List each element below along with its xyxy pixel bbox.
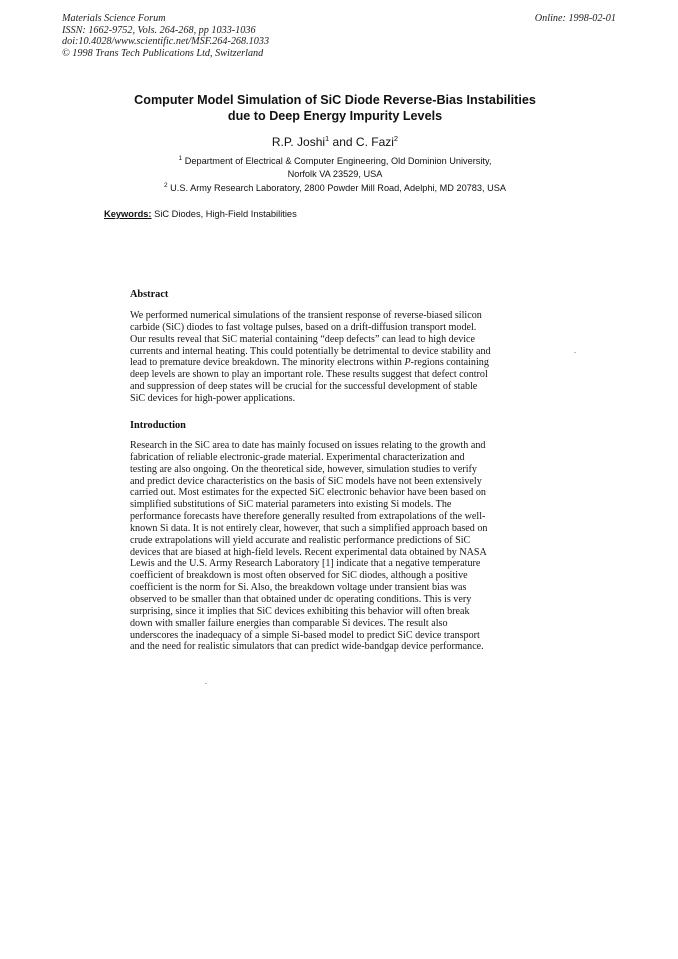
text-line: underscores the inadequacy of a simple Si-based model to predict SiC device transport <box>130 629 480 641</box>
text-line: We performed numerical simulations of the transient response of reverse-biased silicon <box>130 310 482 321</box>
text-line: performance forecasts have therefore generally resulted from extrapolations of the well- <box>130 511 486 523</box>
text-line: testing are also ongoing. On the theoretical side, however, simulation studies to verify <box>130 463 477 475</box>
affiliation-text: Norfolk VA 23529, USA <box>287 168 383 179</box>
keywords-label: Keywords: <box>104 209 152 219</box>
affiliation-mark: 2 <box>163 182 168 189</box>
affiliation-mark: 2 <box>393 134 399 143</box>
text-line: carbide (SiC) diodes to fast voltage pulses, based on a drift-diffusion transport model. <box>130 321 477 333</box>
introduction-heading: Introduction <box>130 420 186 431</box>
author-connector: and <box>329 135 356 149</box>
copyright-line: © 1998 Trans Tech Publications Ltd, Switzerland <box>62 47 264 59</box>
abstract-body <box>130 310 491 405</box>
keywords-line <box>104 208 297 220</box>
affiliation-1 <box>100 155 570 180</box>
affiliation-mark: 1 <box>178 155 183 162</box>
text-line: devices that are biased at high-field levels. Recent experimental data obtained by NASA <box>130 546 487 558</box>
text-line: known Si data. It is not entirely clear, however, that such a simplified approach based on <box>130 522 488 534</box>
text-line: SiC devices for high-power applications. <box>130 392 296 404</box>
author-name: R.P. Joshi <box>271 135 326 149</box>
affiliation-text: Department of Electrical & Computer Engineering, Old Dominion University, <box>182 156 492 166</box>
text-line: simplified substitutions of SiC material parameters into existing Si models. The <box>130 499 452 511</box>
text-line: observed to be smaller than that obtained under dc operating conditions. This is very <box>130 593 472 605</box>
author-list <box>100 135 570 150</box>
keywords-text: SiC Diodes, High-Field Instabilities <box>151 209 297 219</box>
issn-line: ISSN: 1662-9752, Vols. 264-268, pp 1033-1036 <box>62 24 256 36</box>
title-line-2: due to Deep Energy Impurity Levels <box>227 108 443 123</box>
text-line: Research in the SiC area to date has mainly focused on issues relating to the growth and <box>130 440 486 451</box>
text-line: currents and internal heating. This could potentially be detrimental to device stability and <box>130 345 491 357</box>
text-line: carried out. Most estimates for the expected SiC electronic behavior have been based on <box>130 487 486 499</box>
text-line: surprising, since it implies that SiC devices exhibiting this behavior will often break <box>130 605 470 617</box>
text-line: and the need for realistic simulators that can predict wide-bandgap device performance. <box>130 641 484 653</box>
affiliation-text: U.S. Army Research Laboratory, 2800 Powder Mill Road, Adelphi, MD 20783, USA <box>167 183 507 193</box>
text-line: coefficient is the norm for Si. Also, the breakdown voltage under transient bias was <box>130 582 467 594</box>
text-line: and suppression of deep states will be crucial for the successful development of stable <box>130 381 478 393</box>
text-line: Lewis and the U.S. Army Research Laboratory [1] indicate that a negative temperature <box>130 558 481 570</box>
scan-speck <box>205 683 207 684</box>
italic-symbol: P <box>404 357 411 369</box>
journal-name: Materials Science Forum <box>62 13 166 24</box>
text-line: crude extrapolations will yield accurate and realistic performance predictions of SiC <box>130 534 471 546</box>
doi-line[interactable]: doi:10.4028/www.scientific.net/MSF.264-268.1033 <box>62 36 270 47</box>
text-line: Our results reveal that SiC material containing “deep defects” can lead to high device <box>130 333 476 345</box>
abstract-heading: Abstract <box>130 289 169 300</box>
text-line: fabrication of reliable electronic-grade material. Experimental characterization and <box>130 451 465 463</box>
title-line-1: Computer Model Simulation of SiC Diode Reverse-Bias Instabilities <box>134 93 536 107</box>
text-line: deep levels are shown to play an important role. These results suggest that defect control <box>130 369 488 381</box>
text-line: down with smaller failure energies than comparable Si devices. The result also <box>130 617 448 629</box>
paper-title <box>100 93 570 124</box>
introduction-body <box>130 440 487 653</box>
text-line: coefficient of breakdown is most often observed for SiC diodes, although a positive <box>130 570 468 582</box>
affiliation-2 <box>100 182 570 195</box>
scan-speck <box>574 352 576 353</box>
text-line: and predict device characteristics on the basis of SiC models have not been extensively <box>130 475 482 487</box>
publication-header <box>62 13 269 59</box>
affiliation-mark: 1 <box>325 134 330 143</box>
text-line: lead to premature device breakdown. The minority electrons within P-regions containing <box>130 357 489 369</box>
online-date: Online: 1998-02-01 <box>534 13 616 24</box>
author-name: C. Fazi <box>355 135 394 149</box>
